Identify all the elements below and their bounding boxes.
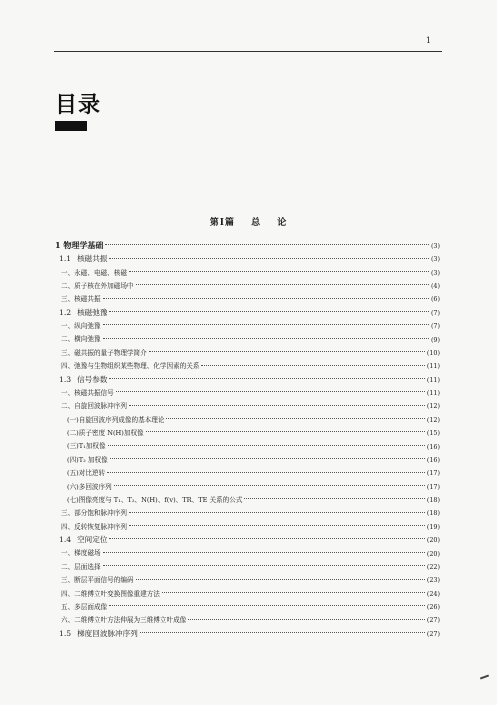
toc-entry-page: (6) <box>430 295 440 304</box>
toc-entry <box>55 370 440 383</box>
toc-entry-page: (12) <box>426 402 440 411</box>
toc-entry-page: (23) <box>426 576 440 585</box>
toc-entry <box>55 557 440 570</box>
toc-entry <box>55 463 440 476</box>
toc-entry-label <box>59 309 107 317</box>
toc-entry-title: 三、核磁共振 <box>61 295 101 304</box>
toc-entry-number: 1.3 <box>59 374 72 384</box>
toc-leader-dots <box>162 588 425 593</box>
page-title: 目录 <box>55 93 102 118</box>
toc-leader-dots <box>244 494 424 499</box>
toc-entry-title: (一)自旋回波序列成像的基本理论 <box>67 415 165 424</box>
toc-entry <box>55 437 440 450</box>
toc-leader-dots <box>103 548 425 553</box>
toc-entry-label <box>61 510 127 517</box>
toc-entry <box>55 343 440 356</box>
toc-entry-title: 梯度回波脉冲序列 <box>77 628 138 638</box>
toc-entry-page: (27) <box>426 629 440 638</box>
toc-entry-page: (11) <box>426 375 440 384</box>
toc-entry-number: 1.4 <box>59 535 72 545</box>
toc-entry-title: 四、弛豫与生物组织某些物理、化学因素的关系 <box>61 362 200 371</box>
toc-leader-dots <box>114 481 425 486</box>
toc-entry-page: (17) <box>426 469 440 478</box>
toc-entry-page: (4) <box>430 282 440 291</box>
toc-entry-title: 一、梯度磁场 <box>61 549 101 558</box>
toc-entry-label <box>61 323 101 330</box>
toc-entry-title: (五)对比逆转 <box>67 469 106 478</box>
toc-entry-label <box>61 617 186 624</box>
toc-entry-title: 六、二维傅立叶方法伸展为三维傅立叶成像 <box>61 616 187 625</box>
toc-entry-page: (11) <box>426 362 440 371</box>
toc-entry <box>55 450 440 463</box>
toc-entry-title: (三)T₁加权像 <box>67 442 106 451</box>
toc-entry-title: 二、横向弛豫 <box>61 335 101 344</box>
toc-entry <box>55 584 440 597</box>
toc-leader-dots <box>129 401 425 406</box>
toc-leader-dots <box>166 414 424 419</box>
toc-entry-label <box>61 591 160 598</box>
toc-leader-dots <box>188 615 425 620</box>
toc-entry-page: (18) <box>426 496 440 505</box>
part-word-1: 总 <box>251 218 262 228</box>
toc-leader-dots <box>136 280 429 285</box>
toc-entry-label <box>61 350 147 357</box>
toc-leader-dots <box>129 267 429 272</box>
toc-entry-label <box>61 524 127 531</box>
title-decoration-bar <box>55 121 87 131</box>
toc-entry <box>55 356 440 369</box>
toc-entry-title: 一、永磁、电磁、核磁 <box>61 268 127 277</box>
corner-mark <box>480 675 489 680</box>
toc-entry-number: 1 <box>55 240 61 251</box>
toc-leader-dots <box>116 387 425 392</box>
toc-entry-label <box>59 536 107 544</box>
page-number: 1 <box>425 36 431 45</box>
toc-entry-page: (7) <box>430 308 440 317</box>
toc-entry-label <box>61 550 101 557</box>
toc-leader-dots <box>105 240 429 245</box>
toc-entry-label <box>67 417 164 424</box>
toc-entry-page: (9) <box>430 335 440 344</box>
toc-entry <box>55 410 440 423</box>
toc-entry <box>55 611 440 624</box>
toc-leader-dots <box>108 441 425 446</box>
toc-entry <box>55 624 440 637</box>
toc-entry-page: (22) <box>426 562 440 571</box>
toc-entry-number: 1.1 <box>59 254 72 264</box>
toc-entry-title: 二、自旋回波脉冲序列 <box>61 402 127 411</box>
toc-entry-label <box>67 430 144 437</box>
toc-entry-title: (二)质子密度 N(H)加权像 <box>67 429 144 438</box>
toc-entry-page: (27) <box>426 616 440 625</box>
toc-entry <box>55 530 440 543</box>
toc-entry-label <box>61 270 127 277</box>
toc-entry-label <box>61 577 134 584</box>
toc-entry-page: (20) <box>426 536 440 545</box>
toc-entry <box>55 597 440 610</box>
toc-entry-title: 二、层面选择 <box>61 562 101 571</box>
toc-entry-title: 信号参数 <box>77 374 108 384</box>
toc-leader-dots <box>107 468 425 473</box>
toc-entry-title: (四)T₂ 加权像 <box>67 455 108 464</box>
toc-entry <box>55 397 440 410</box>
part-label: 第Ⅰ篇 <box>209 218 235 228</box>
toc-entry-title: 一、纵向弛豫 <box>61 322 101 331</box>
toc-leader-dots <box>109 307 428 312</box>
toc-entry-label <box>61 363 199 370</box>
toc-entry-label <box>61 336 101 343</box>
toc-entry-title: 一、核磁共振信号 <box>61 388 114 397</box>
toc-entry <box>55 477 440 490</box>
toc-entry <box>55 570 440 583</box>
toc-entry-label <box>67 484 112 491</box>
toc-entry-title: 四、反转恢复脉冲序列 <box>61 522 127 531</box>
toc-entry-label <box>67 497 242 504</box>
toc-entry-title: 二、质子核在外加磁场中 <box>61 281 134 290</box>
toc-leader-dots <box>109 254 428 259</box>
toc-entry-page: (18) <box>426 509 440 518</box>
toc-entry <box>55 276 440 289</box>
toc-entry-label <box>67 443 106 450</box>
toc-leader-dots <box>136 575 425 580</box>
toc-entry <box>55 263 440 276</box>
toc-entry-page: (3) <box>430 241 440 250</box>
toc-entry-page: (24) <box>426 589 440 598</box>
toc-entry-title: 空间定位 <box>77 535 108 545</box>
toc-entry-title: 五、多层面成像 <box>61 602 108 611</box>
toc-leader-dots <box>129 508 425 513</box>
part-heading <box>0 215 497 228</box>
toc-entry <box>55 517 440 530</box>
toc-leader-dots <box>103 561 425 566</box>
part-word-2: 论 <box>277 218 288 228</box>
toc-entry-page: (20) <box>426 549 440 558</box>
toc-leader-dots <box>140 628 425 633</box>
toc-entry-label <box>55 241 103 249</box>
toc-entry-label <box>59 255 107 263</box>
toc-entry-label <box>59 376 107 384</box>
toc-entry-number: 1.2 <box>59 307 72 317</box>
toc-entry <box>55 290 440 303</box>
toc-leader-dots <box>146 427 425 432</box>
toc-entry-page: (11) <box>426 389 440 398</box>
toc-entry-title: 三、磁共振的量子物理学简介 <box>61 348 147 357</box>
toc-entry <box>55 383 440 396</box>
toc-entry-title: 三、断层平面信号的编码 <box>61 576 134 585</box>
toc-entry <box>55 330 440 343</box>
toc-leader-dots <box>103 294 429 299</box>
toc-entry-title: 四、二维傅立叶变换图像重建方法 <box>61 589 160 598</box>
toc-entry <box>55 316 440 329</box>
toc-leader-dots <box>201 361 424 366</box>
toc-entry-page: (15) <box>426 429 440 438</box>
toc-leader-dots <box>109 601 425 606</box>
toc-entry <box>55 490 440 503</box>
toc-leader-dots <box>110 454 425 459</box>
toc-leader-dots <box>109 374 424 379</box>
toc-entry-title: (七)图像亮度与 T₁、T₂、N(H)、f(v)、TR、TE 关系的公式 <box>67 495 243 504</box>
toc-entry <box>55 303 440 316</box>
toc-entry-label <box>67 470 105 477</box>
toc-entry-page: (3) <box>430 255 440 264</box>
toc-entry-title: (六)多回波序列 <box>67 482 112 491</box>
toc-entry-page: (17) <box>426 482 440 491</box>
toc-entry-label <box>61 390 114 397</box>
header-rule <box>54 51 442 52</box>
toc-entry <box>55 423 440 436</box>
toc-leader-dots <box>103 320 429 325</box>
toc-entry-page: (26) <box>426 603 440 612</box>
toc-entry-title: 三、部分饱和脉冲序列 <box>61 509 127 518</box>
toc-leader-dots <box>109 534 424 539</box>
toc-entry-title: 核磁共振 <box>77 254 108 264</box>
toc-entry-title: 物理学基础 <box>63 240 104 251</box>
toc-entry-page: (10) <box>426 348 440 357</box>
toc-entry-number: 1.5 <box>59 628 72 638</box>
table-of-contents <box>55 236 440 637</box>
toc-entry-page: (7) <box>430 322 440 331</box>
toc-leader-dots <box>103 334 429 339</box>
toc-leader-dots <box>149 347 425 352</box>
toc-entry-label <box>61 296 101 303</box>
toc-entry-page: (12) <box>426 415 440 424</box>
toc-entry-page: (19) <box>426 522 440 531</box>
toc-leader-dots <box>129 521 425 526</box>
toc-entry-page: (16) <box>426 442 440 451</box>
toc-entry-page: (3) <box>430 268 440 277</box>
toc-entry <box>55 504 440 517</box>
toc-entry-label <box>61 604 107 611</box>
toc-entry <box>55 544 440 557</box>
toc-entry <box>55 236 440 249</box>
toc-entry-title: 核磁弛豫 <box>77 307 108 317</box>
toc-entry-label <box>67 457 108 464</box>
toc-entry-page: (16) <box>426 455 440 464</box>
toc-entry-label <box>61 564 101 571</box>
toc-entry-label <box>61 403 127 410</box>
toc-entry <box>55 249 440 262</box>
toc-entry-label <box>59 630 138 638</box>
toc-entry-label <box>61 283 134 290</box>
